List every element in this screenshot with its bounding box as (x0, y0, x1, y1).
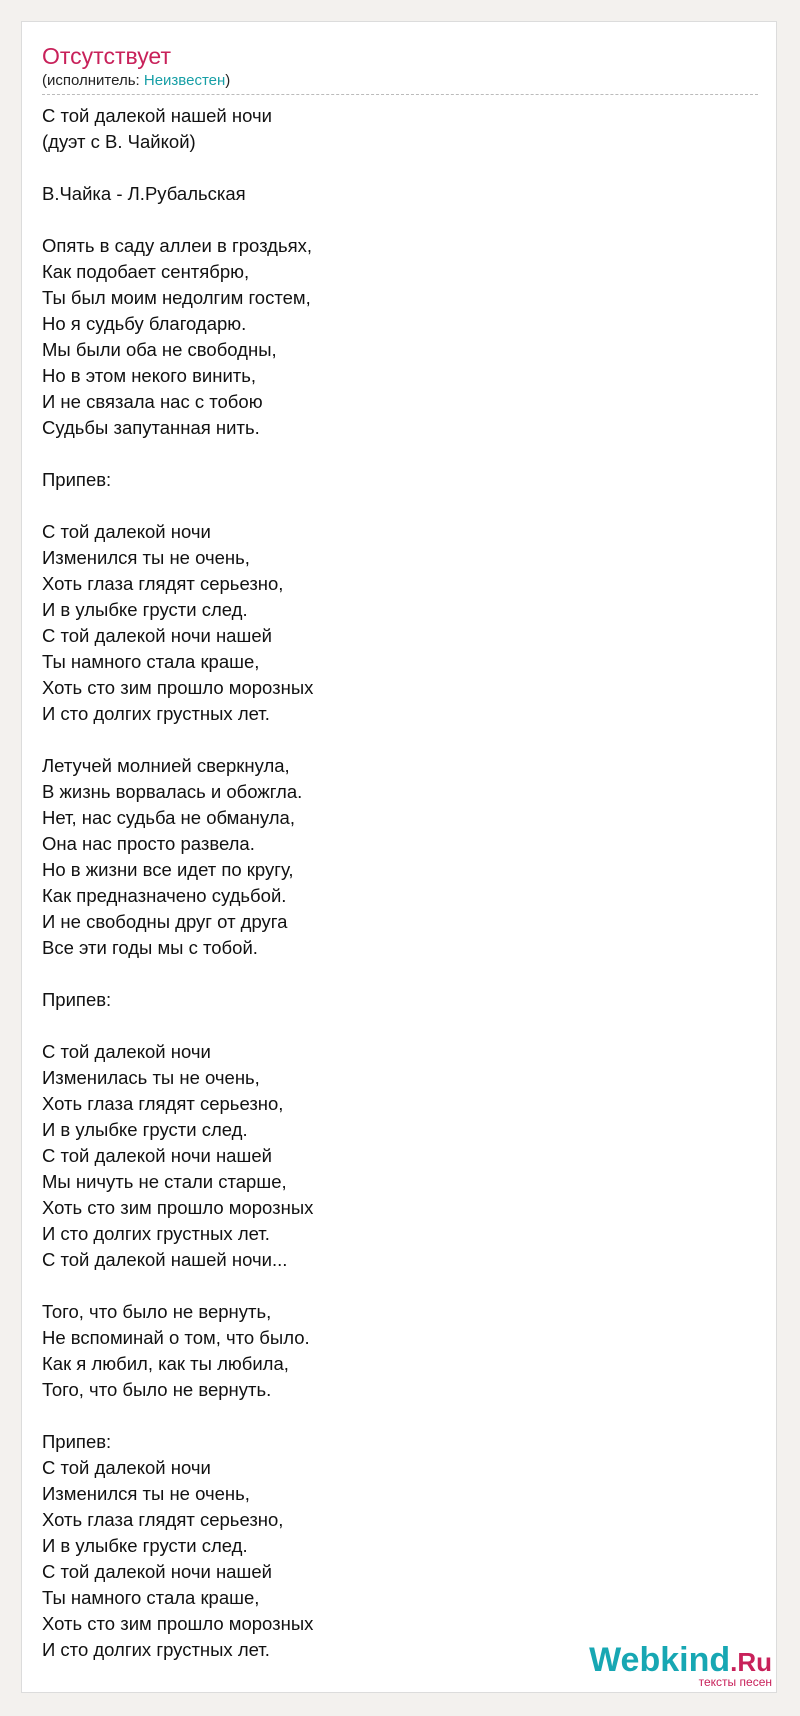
lyric-line: И не связала нас с тобою (42, 391, 263, 412)
lyric-line: Хоть глаза глядят серьезно, (42, 573, 284, 594)
lyric-line (42, 493, 742, 519)
lyric-line: Ты был моим недолгим гостем, (42, 287, 311, 308)
lyric-line: Как предназначено судьбой. (42, 885, 287, 906)
lyric-line: В жизнь ворвалась и обожгла. (42, 781, 303, 802)
lyric-line (42, 961, 742, 987)
lyric-line: Как я любил, как ты любила, (42, 1353, 289, 1374)
lyric-line: Хоть глаза глядят серьезно, (42, 1093, 284, 1114)
lyric-line: И в улыбке грусти след. (42, 1535, 248, 1556)
lyric-line: С той далекой нашей ночи (42, 105, 272, 126)
lyric-line (42, 1013, 742, 1039)
lyric-line: Опять в саду аллеи в гроздьях, (42, 235, 313, 256)
lyric-line: Летучей молнией сверкнула, (42, 755, 290, 776)
lyric-line: С той далекой нашей ночи... (42, 1249, 288, 1270)
lyric-line: С той далекой ночи (42, 521, 211, 542)
logo-subtitle: тексты песен (698, 1675, 772, 1689)
song-title: Отсутствует (42, 43, 171, 69)
lyric-line: Все эти годы мы с тобой. (42, 937, 258, 958)
lyric-line: (дуэт с В. Чайкой) (42, 131, 196, 152)
lyric-line: Того, что было не вернуть. (42, 1379, 272, 1400)
lyric-line: Но я судьбу благодарю. (42, 313, 247, 334)
lyric-line: Но в жизни все идет по кругу, (42, 859, 294, 880)
lyric-line: Нет, нас судьба не обманула, (42, 807, 295, 828)
artist-prefix: (исполнитель: (42, 72, 144, 89)
lyric-line (42, 727, 742, 753)
lyric-line: Хоть сто зим прошло морозных (42, 677, 314, 698)
lyric-line: Судьбы запутанная нить. (42, 417, 260, 438)
lyric-line: Ты намного стала краше, (42, 651, 260, 672)
artist-link[interactable]: Неизвестен (143, 72, 226, 89)
lyric-line: С той далекой ночи нашей (42, 625, 272, 646)
lyric-line: Припев: (42, 469, 112, 490)
lyric-line: С той далекой ночи (42, 1457, 211, 1478)
artist-line (42, 72, 230, 90)
lyric-line: И не свободны друг от друга (42, 911, 288, 932)
lyric-line: Хоть сто зим прошло морозных (42, 1197, 314, 1218)
lyric-line: Не вспоминай о том, что было. (42, 1327, 310, 1348)
lyric-line: Хоть сто зим прошло морозных (42, 1613, 314, 1634)
lyric-line: И в улыбке грусти след. (42, 1119, 248, 1140)
lyric-line (42, 207, 742, 233)
logo-main-text: Webkind (589, 1641, 731, 1679)
header-divider (42, 94, 758, 95)
lyric-line: С той далекой ночи нашей (42, 1145, 272, 1166)
lyric-line: В.Чайка - Л.Рубальская (42, 183, 246, 204)
lyric-line: Хоть глаза глядят серьезно, (42, 1509, 284, 1530)
lyric-line (42, 155, 742, 181)
lyric-line: Изменился ты не очень, (42, 1483, 250, 1504)
lyric-line (42, 1273, 742, 1299)
lyric-line: И сто долгих грустных лет. (42, 1639, 270, 1660)
lyric-line: Припев: (42, 989, 112, 1010)
lyric-line: И в улыбке грусти след. (42, 599, 248, 620)
lyric-line: Изменилась ты не очень, (42, 1067, 260, 1088)
lyric-line: Припев: (42, 1431, 112, 1452)
lyric-line: Но в этом некого винить, (42, 365, 257, 386)
logo-tld: .Ru (730, 1647, 772, 1677)
lyric-line: И сто долгих грустных лет. (42, 1223, 270, 1244)
lyric-line: Того, что было не вернуть, (42, 1301, 272, 1322)
artist-suffix: ) (225, 72, 231, 89)
lyric-line (42, 441, 742, 467)
lyric-line: Ты намного стала краше, (42, 1587, 260, 1608)
lyric-line: С той далекой ночи (42, 1041, 211, 1062)
lyric-line: Мы были оба не свободны, (42, 339, 277, 360)
lyric-line: Мы ничуть не стали старше, (42, 1171, 287, 1192)
lyric-line: С той далекой ночи нашей (42, 1561, 272, 1582)
lyrics-text (42, 103, 742, 1663)
lyric-line: И сто долгих грустных лет. (42, 703, 270, 724)
lyric-line (42, 1403, 742, 1429)
lyric-line: Она нас просто развела. (42, 833, 255, 854)
lyric-line: Изменился ты не очень, (42, 547, 250, 568)
site-logo[interactable] (589, 1642, 772, 1688)
lyric-line: Как подобает сентябрю, (42, 261, 250, 282)
